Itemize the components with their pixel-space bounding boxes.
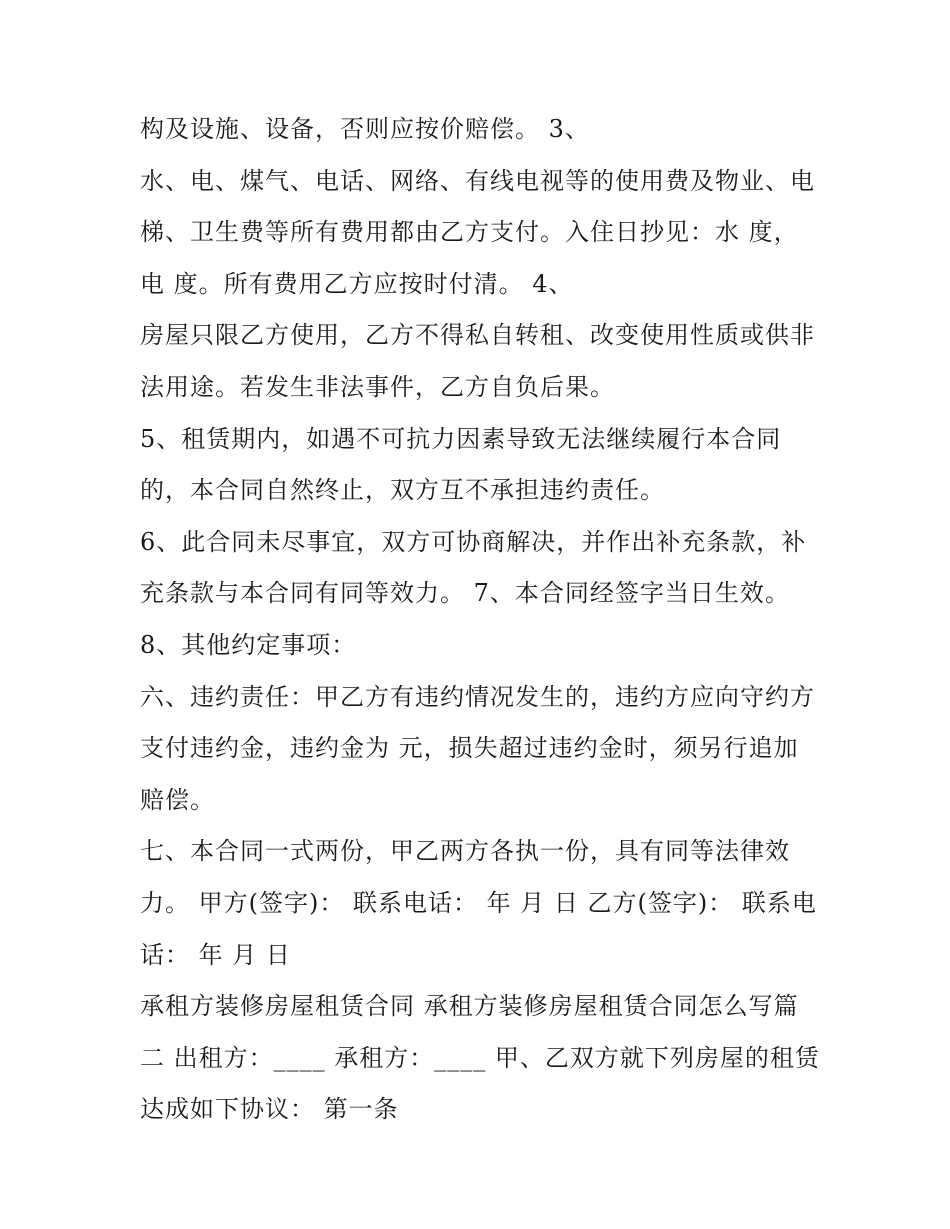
text-line: 充条款与本合同有同等效力。 7、本合同经签字当日生效。	[140, 579, 790, 608]
text-line: 话： 年 月 日	[140, 940, 291, 969]
text-line: 6、此合同未尽事宜，双方可协商解决，并作出补充条款，补	[140, 527, 807, 556]
text-line: 构及设施、设备，否则应按价赔偿。 3、	[140, 115, 590, 143]
text-line: 七、本合同一式两份，甲乙两方各执一份，具有同等法律效	[140, 837, 790, 866]
text-line: 梯、卫生费等所有费用都由乙方支付。入住日抄见：水 度，	[140, 218, 799, 247]
text-line: 六、违约责任：甲乙方有违约情况发生的，违约方应向守约方	[140, 682, 815, 711]
text-line: 力。 甲方(签字)： 联系电话： 年 月 日 乙方(签字)： 联系电	[140, 888, 817, 917]
text-line: 的，本合同自然终止，双方互不承担违约责任。	[140, 476, 665, 505]
text-line: 房屋只限乙方使用，乙方不得私自转租、改变使用性质或供非	[140, 321, 815, 350]
document-body	[140, 104, 830, 1136]
text-line: 法用途。若发生非法事件，乙方自负后果。	[140, 372, 615, 401]
text-line: 承租方装修房屋租赁合同 承租方装修房屋租赁合同怎么写篇	[140, 992, 799, 1021]
text-line: 8、其他约定事项：	[140, 630, 357, 659]
text-line: 水、电、煤气、电话、网络、有线电视等的使用费及物业、电	[140, 166, 815, 195]
text-line: 二 出租方：____ 承租方：____ 甲、乙双方就下列房屋的租赁	[140, 1043, 820, 1072]
text-line: 赔偿。	[140, 785, 215, 814]
text-line: 5、租赁期内，如遇不可抗力因素导致无法继续履行本合同	[140, 424, 782, 453]
text-line: 电 度。所有费用乙方应按时付清。 4、	[140, 269, 574, 298]
text-line: 支付违约金，违约金为 元，损失超过违约金时，须另行追加	[140, 734, 799, 763]
text-line: 达成如下协议： 第一条	[140, 1095, 399, 1124]
